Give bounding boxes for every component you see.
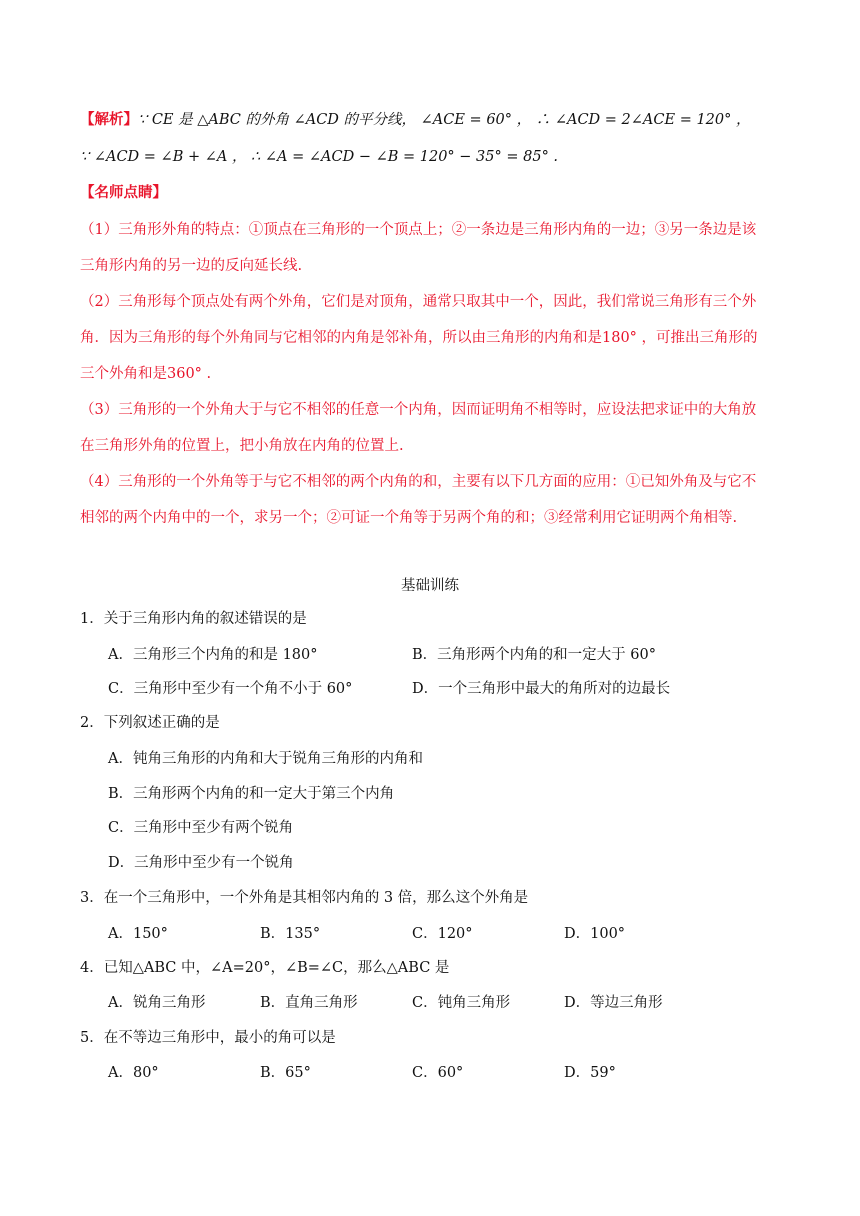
analysis-line-1 [80,110,750,130]
tips-line-5: 三个外角和是360° . [80,366,212,382]
tips-line-3: （2）三角形每个顶点处有两个外角，它们是对顶角，通常只取其中一个，因此，我们常说三角形有三个外 [80,294,757,310]
section-title: 基础训练 [401,578,459,594]
question-2-option-b[interactable]: B．三角形两个内角的和一定大于第三个内角 [108,786,395,802]
question-5-option-d[interactable]: D．59° [564,1065,616,1081]
tips-line-7: 在三角形外角的位置上，把小角放在内角的位置上. [80,438,404,454]
question-3-option-a[interactable]: A．150° [108,926,168,942]
question-2-stem: 2．下列叙述正确的是 [80,715,220,731]
tips-line-9: 相邻的两个内角中的一个，求另一个；②可证一个角等于另两个角的和；③经常利用它证明两个角相等. [80,510,738,526]
question-5-option-c[interactable]: C．60° [412,1065,464,1081]
question-4-option-d[interactable]: D．等边三角形 [564,995,663,1011]
tips-line-2: 三角形内角的另一边的反向延长线. [80,258,303,274]
question-4-stem: 4．已知△ABC 中，∠A=20°，∠B=∠C，那么△ABC 是 [80,960,450,976]
analysis-line-2: ∵ ∠ACD = ∠B + ∠A ， ∴ ∠A = ∠ACD − ∠B = 120° − 35° = 85° . [80,149,559,165]
question-3-option-b[interactable]: B．135° [260,926,321,942]
question-4-option-c[interactable]: C．钝角三角形 [412,995,511,1011]
question-5-option-a[interactable]: A．80° [108,1065,159,1081]
question-1-stem: 1．关于三角形内角的叙述错误的是 [80,611,307,627]
tips-line-1: （1）三角形外角的特点：①顶点在三角形的一个顶点上；②一条边是三角形内角的一边；③另一条边是该 [80,222,757,238]
question-1-option-c[interactable]: C．三角形中至少有一个角不小于 60° [108,681,353,697]
tips-line-6: （3）三角形的一个外角大于与它不相邻的任意一个内角，因而证明角不相等时，应设法把求证中的大角放 [80,402,757,418]
tips-tag: 【名师点睛】 [80,184,167,201]
question-3-stem: 3．在一个三角形中，一个外角是其相邻内角的 3 倍，那么这个外角是 [80,890,529,906]
question-4-option-a[interactable]: A．锐角三角形 [108,995,206,1011]
question-5-stem: 5．在不等边三角形中，最小的角可以是 [80,1030,336,1046]
question-3-option-c[interactable]: C．120° [412,926,473,942]
tips-line-4: 角．因为三角形的每个外角同与它相邻的内角是邻补角，所以由三角形的内角和是180° ，可推出三角形的 [80,330,758,346]
question-2-option-c[interactable]: C．三角形中至少有两个锐角 [108,820,294,836]
analysis-tag: 【解析】 [80,111,138,128]
question-1-option-a[interactable]: A．三角形三个内角的和是 180° [108,647,318,663]
question-1-option-d[interactable]: D．一个三角形中最大的角所对的边最长 [412,681,671,697]
question-3-option-d[interactable]: D．100° [564,926,626,942]
analysis-text-1: ∵ CE 是 △ABC 的外角 ∠ACD 的平分线， ∠ACE = 60° ， ∴ ∠ACD = 2∠ACE = 120° ， [138,112,751,128]
question-4-option-b[interactable]: B．直角三角形 [260,995,358,1011]
question-2-option-a[interactable]: A．钝角三角形的内角和大于锐角三角形的内角和 [108,751,423,767]
tips-line-8: （4）三角形的一个外角等于与它不相邻的两个内角的和，主要有以下几方面的应用：①已知外角及与它不 [80,474,757,490]
question-2-option-d[interactable]: D．三角形中至少有一个锐角 [108,855,294,871]
question-5-option-b[interactable]: B．65° [260,1065,311,1081]
question-1-option-b[interactable]: B．三角形两个内角的和一定大于 60° [412,647,656,663]
